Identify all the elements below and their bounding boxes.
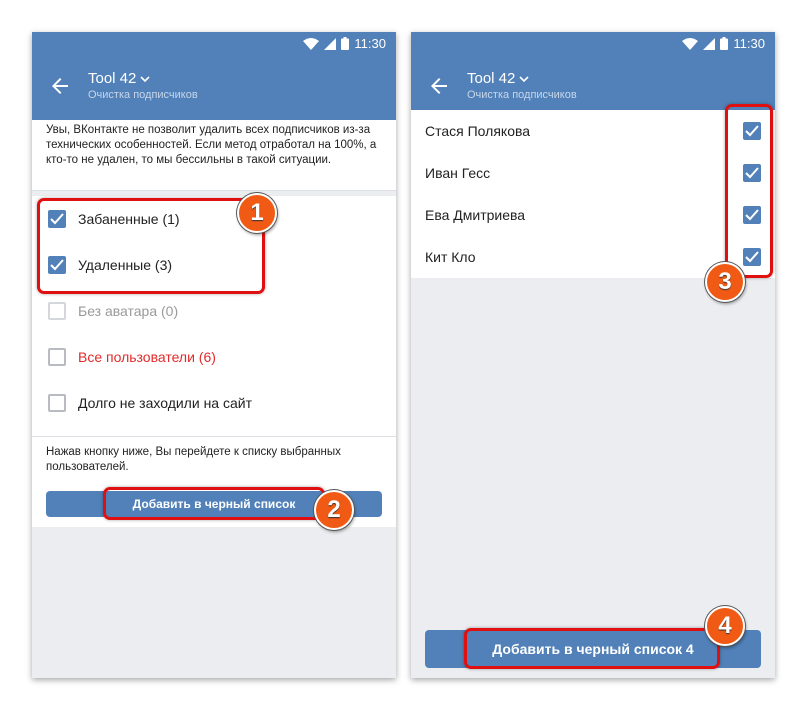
option-label: Без аватара (0) <box>78 303 179 319</box>
screen-user-list <box>411 32 775 678</box>
option-label: Забаненные (1) <box>78 211 180 227</box>
status-time: 11:30 <box>354 36 386 51</box>
app-title[interactable] <box>88 70 150 87</box>
list-item[interactable] <box>411 152 775 194</box>
chevron-down-icon <box>519 76 529 82</box>
app-subtitle: Очистка подписчиков <box>88 89 198 101</box>
battery-icon <box>341 37 349 50</box>
checkbox-disabled <box>48 302 66 320</box>
highlight-box <box>725 104 773 278</box>
step-badge: 3 <box>705 262 745 302</box>
app-subtitle: Очистка подписчиков <box>467 89 577 101</box>
app-title[interactable] <box>467 70 529 87</box>
list-item[interactable] <box>411 110 775 152</box>
user-name: Ева Дмитриева <box>425 207 526 223</box>
wifi-icon <box>303 38 319 50</box>
back-arrow-icon[interactable] <box>427 74 451 98</box>
option-label: Все пользователи (6) <box>78 349 216 365</box>
step-badge: 2 <box>314 490 354 530</box>
wifi-icon <box>682 38 698 50</box>
step-badge: 1 <box>237 193 277 233</box>
battery-icon <box>720 37 728 50</box>
user-name: Кит Кло <box>425 249 476 265</box>
chevron-down-icon <box>140 76 150 82</box>
signal-icon <box>324 38 336 50</box>
divider <box>32 190 396 191</box>
user-name: Стася Полякова <box>425 123 531 139</box>
option-inactive[interactable] <box>32 380 396 426</box>
status-bar <box>32 32 396 56</box>
option-label: Удаленные (3) <box>78 257 173 273</box>
highlight-box <box>464 628 720 669</box>
highlight-box <box>37 198 265 294</box>
checkbox-unchecked[interactable] <box>48 348 66 366</box>
checkbox-unchecked[interactable] <box>48 394 66 412</box>
highlight-box <box>103 487 325 520</box>
option-label: Долго не заходили на сайт <box>78 395 252 411</box>
status-time: 11:30 <box>733 36 765 51</box>
notice-text: Увы, ВКонтакте не позволит удалить всех подписчиков из-за технических особенностей. Если метод отработал на 100%, а кто-то не удален, то мы бессильны в такой ситуации. <box>32 120 396 190</box>
option-all-users[interactable] <box>32 334 396 380</box>
user-list <box>411 110 775 278</box>
status-bar <box>411 32 775 56</box>
add-to-blacklist-count-button[interactable]: Добавить в черный список 4 <box>425 630 761 668</box>
signal-icon <box>703 38 715 50</box>
screen-filter-options <box>32 32 396 678</box>
app-title-text: Tool 42 <box>467 70 516 87</box>
step-badge: 4 <box>705 606 745 646</box>
footer-text: Нажав кнопку ниже, Вы перейдете к списку выбранных пользователей. <box>46 446 341 473</box>
list-item[interactable] <box>411 194 775 236</box>
add-to-blacklist-button[interactable]: Добавить в черный список <box>46 491 382 517</box>
back-arrow-icon[interactable] <box>48 74 72 98</box>
option-no-avatar <box>32 288 396 334</box>
app-title-text: Tool 42 <box>88 70 137 87</box>
user-name: Иван Гесс <box>425 165 491 181</box>
